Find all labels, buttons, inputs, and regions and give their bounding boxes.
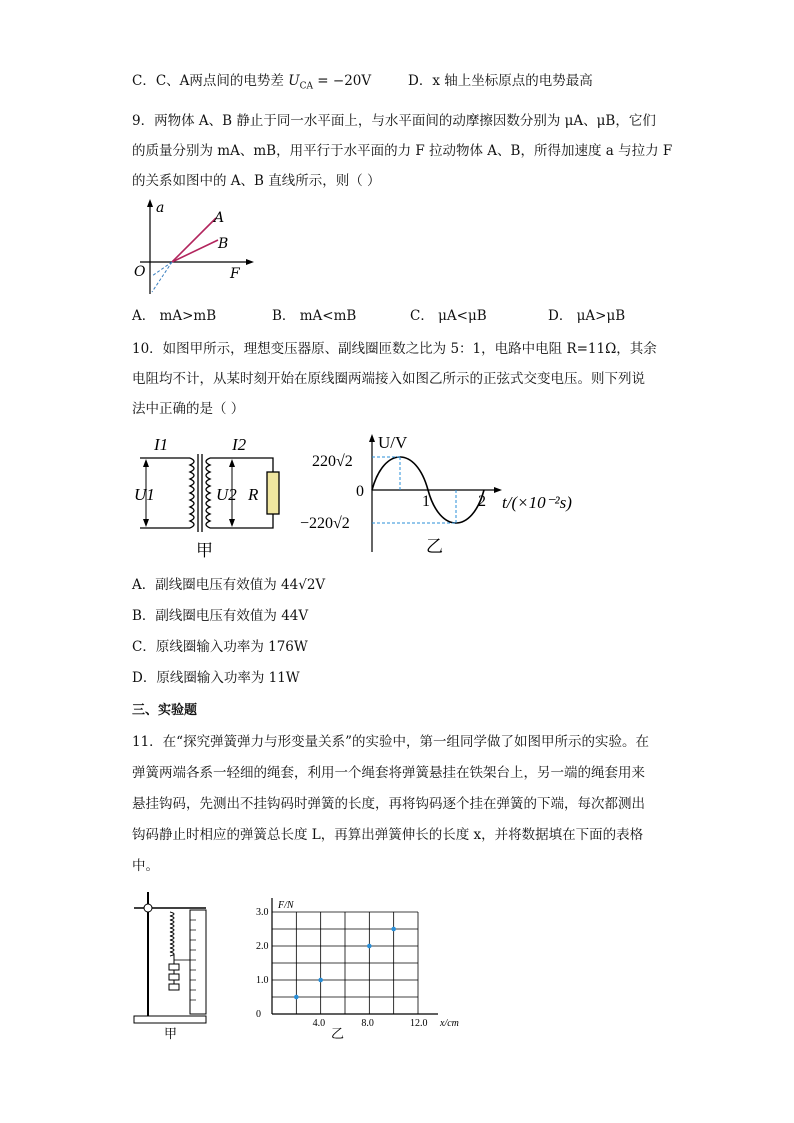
data-point [294, 995, 299, 1000]
q10-line-3: 法中正确的是（ ） [132, 401, 245, 417]
q11-caption-yi: 乙 [331, 1027, 345, 1040]
q10-line-1: 10．如图甲所示，理想变压器原、副线圈匝数之比为 5：1，电路中电阻 R=11Ω，其余 [132, 341, 657, 357]
q9-line-2: 的质量分别为 mA、mB，用平行于水平面的力 F 拉动物体 A、B，所得加速度 a 与拉力 F [132, 143, 673, 159]
q8-option-d: D．x 轴上坐标原点的电势最高 [408, 73, 593, 89]
q10-option-c: C．原线圈输入功率为 176W [132, 639, 308, 655]
x-tick-label: 4.0 [312, 1018, 326, 1029]
q9-axis-a: a [156, 200, 165, 216]
label-i1: I1 [154, 435, 169, 454]
caption-jia: 甲 [196, 541, 213, 561]
q10-option-d: D．原线圈输入功率为 11W [132, 670, 300, 686]
q11-line-4: 钩码静止时相应的弹簧总长度 L，再算出弹簧伸长的长度 x，并将数据填在下面的表格 [132, 827, 644, 843]
q9-option-b: B． mA<mB [272, 308, 357, 324]
q10-line-2: 电阻均不计，从某时刻开始在原线圈两端接入如图乙所示的正弦式交变电压。则下列说 [132, 371, 645, 387]
x-tick-label: 12.0 [410, 1018, 428, 1029]
label-i2: I2 [232, 435, 247, 454]
chart-ylabel: F/N [278, 900, 294, 911]
q11-figure-jia [130, 888, 214, 1040]
y-tick-label: 1.0 [256, 975, 269, 986]
label-u1: U1 [134, 485, 155, 504]
x-tick-label: 8.0 [361, 1018, 374, 1029]
chart-xlabel: x/cm [440, 1018, 459, 1029]
q9-option-c: C． μA<μB [410, 308, 487, 324]
q9-option-d: D． μA>μB [548, 308, 626, 324]
q11-line-1: 11．在“探究弹簧弹力与形变量关系”的实验中，第一组同学做了如图甲所示的实验。在 [132, 734, 649, 750]
q10-figure-yi [298, 428, 588, 558]
q9-line-a-label: A [214, 210, 225, 226]
label-u2: U2 [216, 485, 237, 504]
yi-ytick-top: 220√2 [312, 453, 353, 470]
q11-caption-jia: 甲 [164, 1027, 178, 1040]
yi-xtick-1: 1 [422, 493, 430, 510]
q9-option-a: A． mA>mB [132, 308, 217, 324]
q10-option-a: A．副线圈电压有效值为 44√2V [132, 577, 326, 593]
q10-option-b: B．副线圈电压有效值为 44V [132, 608, 309, 624]
chart-grid [272, 912, 418, 1014]
data-point [318, 978, 323, 983]
q9-figure [130, 196, 260, 296]
data-point [367, 944, 372, 949]
y-tick-label: 0 [256, 1009, 261, 1020]
q8-option-c: C．C、A两点间的电势差 $U_{CA} = -20V$ [132, 73, 372, 92]
y-tick-label: 2.0 [256, 941, 269, 952]
data-point [391, 927, 396, 932]
q11-line-2: 弹簧两端各系一轻细的绳套，利用一个绳套将弹簧悬挂在铁架台上，另一端的绳套用来 [132, 765, 645, 781]
q9-origin: O [134, 264, 146, 280]
caption-yi: 乙 [426, 537, 443, 557]
yi-xtick-2: 2 [478, 493, 486, 510]
q11-line-5: 中。 [132, 858, 159, 874]
q10-figure-jia [128, 428, 298, 568]
q9-line-1: 9．两物体 A、B 静止于同一水平面上，与水平面间的动摩擦因数分别为 μA、μB，它们 [132, 113, 656, 129]
yi-ylabel: U/V [378, 433, 408, 452]
q9-line-3: 的关系如图中的 A、B 直线所示，则（ ） [132, 173, 381, 189]
yi-xlabel: t/(×10⁻²s) [502, 493, 572, 512]
section-heading: 三、实验题 [132, 703, 198, 718]
yi-ytick-zero: 0 [356, 483, 364, 500]
label-r: R [248, 485, 259, 504]
q9-axis-f: F [230, 266, 240, 282]
q11-fx-chart [248, 888, 478, 1040]
yi-ytick-bot: −220√2 [300, 515, 350, 532]
q9-line-b-label: B [218, 236, 229, 252]
q11-line-3: 悬挂钩码，先测出不挂钩码时弹簧的长度，再将钩码逐个挂在弹簧的下端，每次都测出 [132, 796, 645, 812]
y-tick-label: 3.0 [256, 907, 269, 918]
